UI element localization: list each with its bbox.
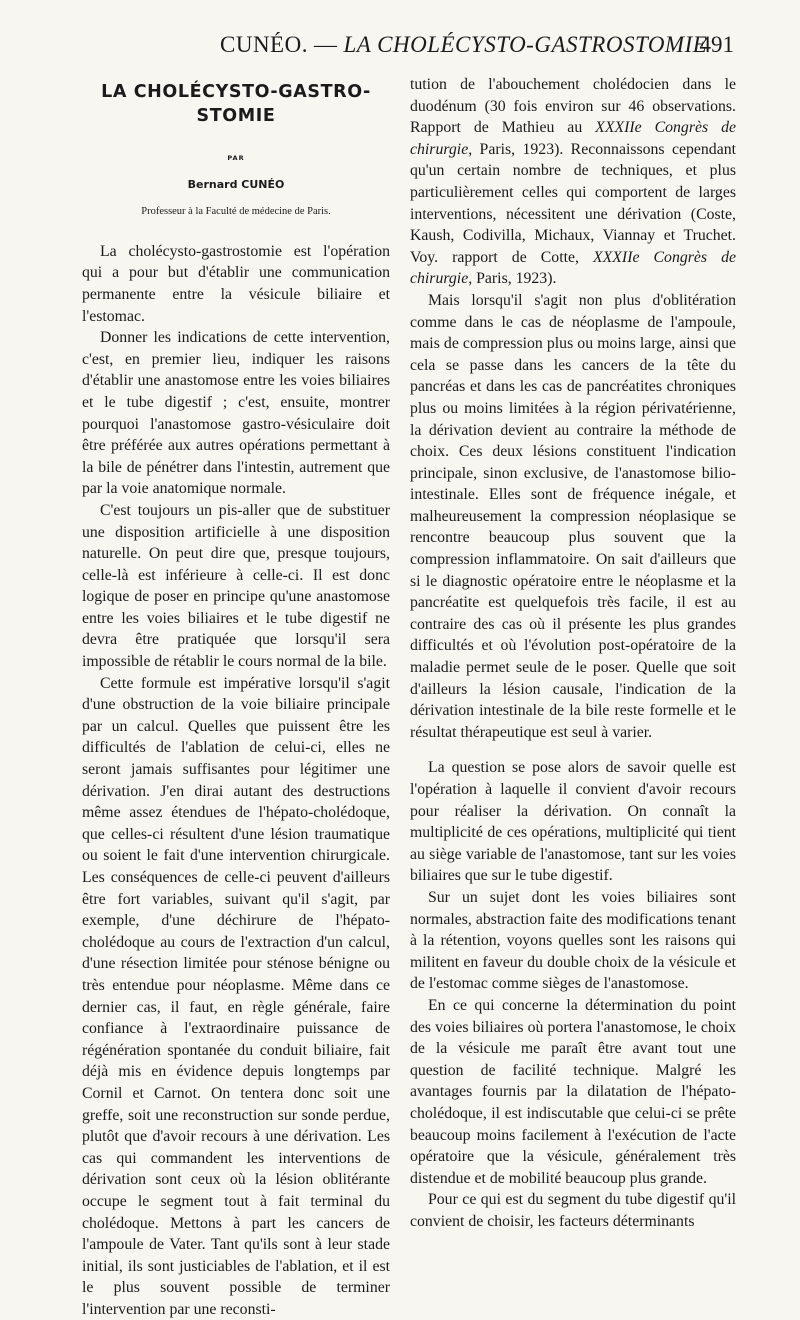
paragraph: En ce qui concerne la détermination du point des voies biliaires où portera l'anastomose, le choix de la vésicule me paraît être avant tout une question de facilité technique. Malgré les avantages fournis par la dilatation de l'hépato-cholédoque, il est indiscutable que celui-ci se prête beaucoup moins facilement à l'exécution de l'acte opératoire que la vésicule, généralement très distendue et de mobilité beaucoup plus grande. (410, 996, 736, 1187)
citation-italic: XXXIIe Congrès de chirurgie (410, 119, 737, 158)
running-title-dash: — (313, 32, 338, 57)
running-title (220, 32, 707, 58)
text-run: , Paris, 1923). (468, 270, 557, 288)
page-number: 491 (699, 32, 734, 57)
by-label: PAR (227, 154, 245, 162)
author-affiliation: Professeur à la Faculté de médecine de Paris. (141, 206, 331, 218)
citation-italic: XXXIIe Congrès de chirurgie (410, 248, 737, 288)
running-title-subject: LA CHOLÉCYSTO-GASTROSTOMIE (343, 32, 708, 57)
paragraph: Cette formule est impérative lorsqu'il s'agit d'une obstruction de la voie biliaire principale par un calcul. Quelles que puissent être les difficultés de l'ablation de celui-ci, elles ne seront jamais suffisantes pour légitimer une dérivation. J'en dirai autant des destructions même assez étendues de l'hépato-cholédoque, que celles-ci résultent d'une lésion traumatique ou soient le fait d'une intervention chirurgicale. Les conséquences de celle-ci peuvent d'ailleurs être fort variables, suivant qu'il s'agit, par exemple, d'une déchirure de l'hépato-cholédoque au cours de l'extraction d'un calcul, d'une résection limitée pour sténose bénigne ou très entendue pour néoplasme. Même dans ce dernier cas, il faut, en règle générale, faire confiance à l'extraordinaire puissance de régénération spontanée du conduit biliaire, fait déjà mis en évidence depuis longtemps par Cornil et Carnot. On tentera donc soit une greffe, soit une reconstruction sur sonde perdue, plutôt que d'avoir recours à une dérivation. Les cas qui commandent les interventions de dérivation sont ceux où la lésion oblitérante occupe le segment tout à fait terminal du cholédoque. Mettons à part les cancers de l'ampoule de Vater. Tant qu'ils sont à leur stade initial, ils sont justiciables de l'ablation, et il est le plus souvent possible de terminer l'intervention par une reconsti- (82, 674, 390, 1318)
paragraph: Pour ce qui est du segment du tube digestif qu'il convient de choisir, les facteurs déterminants (410, 1191, 736, 1230)
right-column (410, 74, 736, 1232)
paragraph: La question se pose alors de savoir quelle est l'opération à laquelle il convient d'avoir recours pour réaliser la dérivation. On connaît la multiplicité de ces opérations, multiplicité qui tient au siège variable de l'anastomose, tant sur les voies biliaires que sur le tube digestif. (410, 759, 736, 885)
article-title: LA CHOLÉCYSTO-GASTRO-STOMIE (101, 82, 371, 126)
paragraph: C'est toujours un pis-aller que de substituer une disposition artificielle à une disposition naturelle. On peut dire que, presque toujours, celle-là est inférieure à celle-ci. Il est donc logique de poser en principe qu'une anastomose entre les voies biliaires et le tube digestif ne devra être pratiquée que lorsqu'il sera impossible de rétablir le cours normal de la bile. (82, 501, 390, 671)
paragraph: Sur un sujet dont les voies biliaires sont normales, abstraction faite des modifications tenant à la rétention, voyons quelles sont les raisons qui militent en faveur du double choix de la vésicule et de l'estomac comme sièges de l'anastomose. (410, 888, 736, 993)
left-column (82, 74, 390, 1320)
text-run: , Paris, 1923). Reconnaissons cependant qu'un certain nombre de techniques, et plus particulièrement celles qui comportent de larges interventions, nécessitent une dérivation (Coste, Kaush, Codivilla, Michaux, Viannay et Truchet. Voy. rapport de Cotte, (410, 140, 736, 266)
text-run: tution de l'abouchement cholédocien dans le duodénum (30 fois environ sur 46 observations. Rapport de Mathieu au (410, 76, 736, 137)
author-name: Bernard CUNÉO (187, 177, 285, 191)
paragraph: La cholécysto-gastrostomie est l'opération qui a pour but d'établir une communication permanente entre la vésicule biliaire et l'estomac. (82, 242, 390, 325)
running-title-author: CUNÉO. (220, 32, 308, 57)
paragraph: Donner les indications de cette intervention, c'est, en premier lieu, indiquer les raisons d'établir une anastomose entre les voies biliaires et le tube digestif ; c'est, ensuite, montrer pourquoi l'anastomose gastro-vésiculaire doit être préférée aux autres opérations permettant à la bile de pénétrer dans l'intestin, autrement que par la voie anatomique normale. (82, 329, 390, 498)
running-head (0, 30, 800, 66)
paragraph-continued (410, 74, 736, 290)
paragraph: Mais lorsqu'il s'agit non plus d'oblitération comme dans le cas de néoplasme de l'ampoule, mais de compression plus ou moins large, ainsi que cela se passe dans les cancers de la tête du pancréas et dans les cas de pancréatites chroniques plus ou moins limitées à la région périvatérienne, la dérivation devient au contraire la méthode de choix. Ces deux lésions constituent l'indication principale, sinon exclusive, de l'anastomose bilio-intestinale. Elles sont de fréquence inégale, et malheureusement la compression néoplasique se rencontre beaucoup plus souvent que la compression inflammatoire. On sait d'ailleurs que si le diagnostic opératoire entre le néoplasme et la pancréatite est quelquefois très facile, il est au contraire des cas où il présente les plus grandes difficultés et où l'évolution post-opératoire de la maladie permet seule de le poser. Quelle que soit d'ailleurs la lésion causale, l'indication de la dérivation intestinale de la bile reste formelle et le résultat thérapeutique est seul à varier. (410, 291, 736, 741)
